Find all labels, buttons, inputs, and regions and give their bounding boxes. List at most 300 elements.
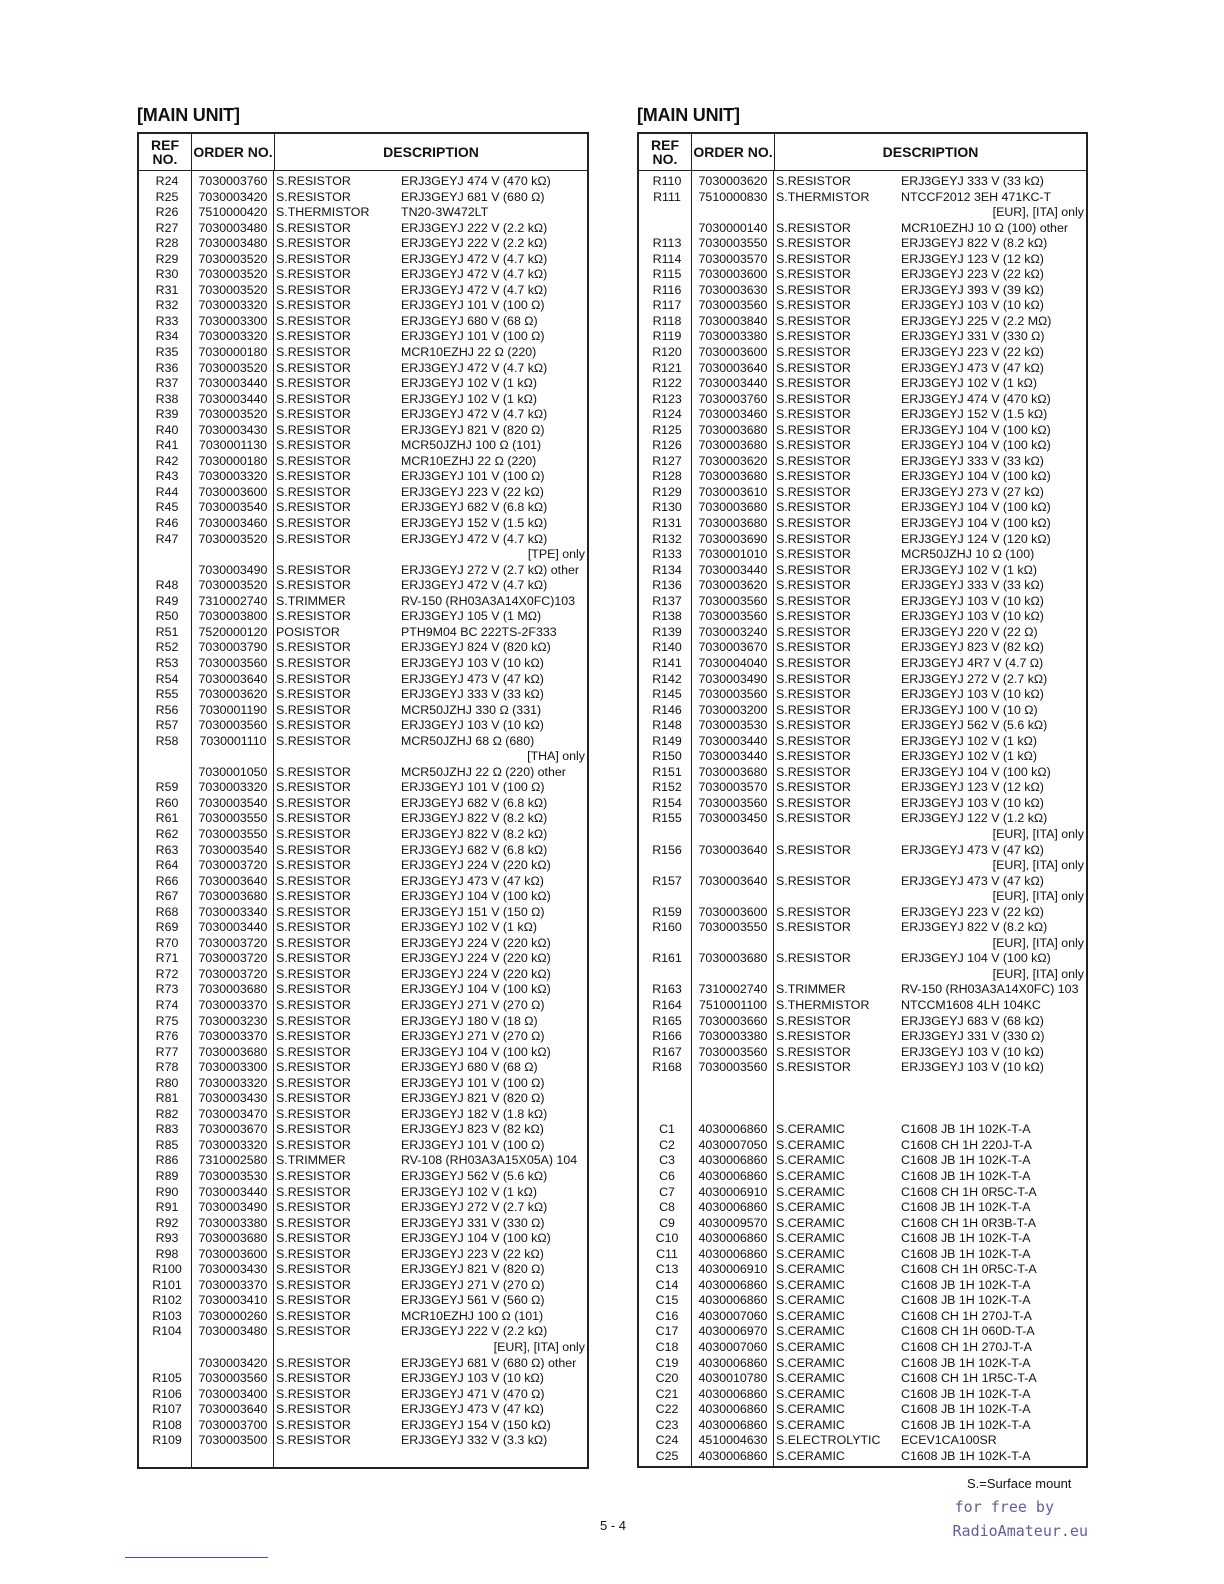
type-cell: S.RESISTOR [276, 982, 351, 997]
part-cell: ERJ3GEYJ 823 V (82 kΩ) [401, 1122, 544, 1137]
order-cell: 7030003520 [198, 531, 268, 546]
part-cell: ERJ3GEYJ 822 V (8.2 kΩ) [901, 920, 1048, 935]
type-cell: S.CERAMIC [776, 1371, 845, 1386]
note-cell: [THA] only [527, 749, 585, 764]
order-cell: 4030006860 [698, 1122, 768, 1137]
part-cell: ERJ3GEYJ 222 V (2.2 kΩ) [401, 236, 548, 251]
part-cell: ERJ3GEYJ 104 V (100 kΩ) [901, 516, 1051, 531]
table-row [139, 283, 587, 299]
ref-cell: R125 [652, 422, 682, 437]
part-cell: ERJ3GEYJ 101 V (100 Ω) [401, 298, 545, 313]
part-cell: ERJ3GEYJ 102 V (1 kΩ) [901, 376, 1037, 391]
ref-cell: R47 [155, 531, 179, 546]
table-row [139, 811, 587, 827]
part-cell [901, 1091, 1086, 1107]
part-cell: MCR50JZHJ 10 Ω (100) [901, 547, 1035, 562]
order-cell: 7030003720 [198, 966, 268, 981]
type-cell: S.RESISTOR [276, 640, 351, 655]
type-cell: S.THERMISTOR [776, 997, 870, 1012]
order-cell: 7030003620 [698, 453, 768, 468]
order-cell [691, 858, 773, 874]
table-row [639, 811, 1086, 827]
type-cell: S.RESISTOR [776, 718, 851, 733]
table-row [139, 1418, 587, 1434]
type-cell: S.RESISTOR [276, 873, 351, 888]
type-cell: S.RESISTOR [776, 702, 851, 717]
part-cell: ERJ3GEYJ 152 V (1.5 kΩ) [901, 407, 1048, 422]
type-cell: S.RESISTOR [276, 951, 351, 966]
table-row [139, 392, 587, 408]
type-cell: S.RESISTOR [276, 1044, 351, 1059]
table-row [639, 843, 1086, 859]
type-cell: S.RESISTOR [276, 1075, 351, 1090]
order-cell [691, 205, 773, 221]
type-cell: S.RESISTOR [776, 687, 851, 702]
ref-cell: R37 [155, 376, 179, 391]
table-row [139, 407, 587, 423]
order-cell: 7030003670 [198, 1122, 268, 1137]
order-cell: 7030003600 [698, 904, 768, 919]
table-row [139, 1433, 587, 1449]
order-cell: 4030006860 [698, 1200, 768, 1215]
ref-cell: C15 [655, 1293, 679, 1308]
part-cell: ERJ3GEYJ 393 V (39 kΩ) [901, 282, 1044, 297]
table-row [139, 190, 587, 206]
type-cell: S.RESISTOR [776, 811, 851, 826]
ref-cell: R133 [652, 547, 682, 562]
table-row [639, 1185, 1086, 1201]
footer-link-rule [125, 1557, 268, 1558]
ref-cell [639, 967, 691, 983]
table-row [639, 734, 1086, 750]
part-cell: ERJ3GEYJ 222 V (2.2 kΩ) [401, 1324, 548, 1339]
part-cell: C1608 JB 1H 102K-T-A [901, 1355, 1031, 1370]
type-cell: S.RESISTOR [276, 1293, 351, 1308]
part-cell: ERJ3GEYJ 332 V (3.3 kΩ) [401, 1433, 548, 1448]
note-cell: [EUR], [ITA] only [992, 935, 1084, 950]
table-row [639, 438, 1086, 454]
surface-mount-note: S.=Surface mount [967, 1476, 1072, 1491]
table-row [139, 1153, 587, 1169]
part-cell: C1608 CH 1H 060D-T-A [901, 1324, 1035, 1339]
part-cell: ERJ3GEYJ 224 V (220 kΩ) [401, 935, 551, 950]
part-cell: TN20-3W472LT [401, 205, 489, 220]
type-cell: S.RESISTOR [276, 407, 351, 422]
part-cell: MCR10EZHJ 100 Ω (101) [401, 1308, 544, 1323]
type-cell: S.RESISTOR [776, 220, 851, 235]
ref-cell: R119 [652, 329, 682, 344]
note-cell: [TPE] only [527, 547, 585, 562]
table-row [139, 221, 587, 237]
ref-cell: C13 [655, 1262, 679, 1277]
ref-cell: R69 [155, 920, 179, 935]
order-cell: 7030001010 [698, 547, 768, 562]
ref-cell: R116 [652, 282, 682, 297]
table-row [639, 874, 1086, 890]
part-cell: C1608 JB 1H 102K-T-A [901, 1122, 1031, 1137]
type-cell: S.RESISTOR [276, 422, 351, 437]
ref-cell [639, 205, 691, 221]
ref-cell: R41 [155, 438, 179, 453]
type-cell: S.RESISTOR [276, 904, 351, 919]
part-cell: ERJ3GEYJ 331 V (330 Ω) [901, 1029, 1045, 1044]
table-row [639, 1091, 1086, 1107]
ref-cell: R136 [652, 578, 682, 593]
part-cell: C1608 JB 1H 102K-T-A [901, 1386, 1031, 1401]
type-cell: S.RESISTOR [276, 687, 351, 702]
order-cell: 7030003340 [198, 904, 268, 919]
ref-cell: R43 [155, 469, 179, 484]
ref-cell: R29 [155, 251, 179, 266]
table-row [639, 1153, 1086, 1169]
type-cell: S.RESISTOR [276, 1308, 351, 1323]
order-cell: 7030003370 [198, 1277, 268, 1292]
type-cell: S.RESISTOR [276, 236, 351, 251]
part-cell: ERJ3GEYJ 223 V (22 kΩ) [901, 267, 1044, 282]
order-cell: 7030003620 [698, 174, 768, 188]
table-row [639, 392, 1086, 408]
type-cell: S.CERAMIC [776, 1184, 845, 1199]
order-cell: 7030003610 [698, 484, 768, 499]
part-cell: ERJ3GEYJ 104 V (100 kΩ) [401, 1231, 551, 1246]
part-cell: ERJ3GEYJ 472 V (4.7 kΩ) [401, 531, 548, 546]
type-cell: S.RESISTOR [276, 1200, 351, 1215]
part-cell: ERJ3GEYJ 472 V (4.7 kΩ) [401, 578, 548, 593]
part-cell: ERJ3GEYJ 680 V (68 Ω) [401, 1060, 538, 1075]
note-cell: [EUR], [ITA] only [992, 826, 1084, 841]
column-divider [691, 170, 692, 1466]
type-cell: S.RESISTOR [276, 376, 351, 391]
order-cell: 4030006860 [698, 1402, 768, 1417]
table-row [639, 905, 1086, 921]
part-cell: ERJ3GEYJ 103 V (10 kΩ) [901, 795, 1044, 810]
type-cell: S.RESISTOR [276, 298, 351, 313]
type-cell: S.RESISTOR [776, 1060, 851, 1075]
order-cell: 7030003520 [198, 578, 268, 593]
ref-cell: R163 [652, 982, 682, 997]
table-row [139, 780, 587, 796]
part-cell: ERJ3GEYJ 333 V (33 kΩ) [901, 578, 1044, 593]
part-cell: C1608 CH 1H 220J-T-A [901, 1137, 1032, 1152]
order-cell: 7030003420 [198, 1355, 268, 1370]
table-row [139, 749, 587, 765]
part-cell: ERJ3GEYJ 101 V (100 Ω) [401, 780, 545, 795]
table-row [139, 1200, 587, 1216]
type-cell: S.RESISTOR [276, 966, 351, 981]
type-cell: S.RESISTOR [276, 251, 351, 266]
ref-cell: C6 [659, 1169, 675, 1183]
part-cell: ERJ3GEYJ 472 V (4.7 kΩ) [401, 267, 548, 282]
ref-cell [639, 827, 691, 843]
ref-cell: R70 [155, 935, 179, 950]
ref-cell: R40 [155, 422, 179, 437]
part-cell: ERJ3GEYJ 683 V (68 kΩ) [901, 1013, 1044, 1028]
ref-cell: R31 [155, 282, 179, 297]
order-cell: 7030003550 [698, 236, 768, 251]
part-cell: MCR50JZHJ 22 Ω (220) other [401, 764, 566, 779]
table-row [639, 1449, 1086, 1465]
part-cell: RV-150 (RH03A3A14X0FC)103 [401, 593, 576, 608]
order-cell: 7030003490 [198, 562, 268, 577]
type-cell: S.RESISTOR [276, 189, 351, 204]
table-row [139, 687, 587, 703]
order-cell: 7310002740 [198, 593, 268, 608]
order-cell: 7030003840 [698, 313, 768, 328]
ref-cell: R46 [155, 516, 179, 531]
ref-cell: R39 [155, 407, 179, 422]
type-cell: S.CERAMIC [776, 1277, 845, 1292]
part-cell: ERJ3GEYJ 222 V (2.2 kΩ) [401, 220, 548, 235]
table-row [139, 609, 587, 625]
ref-cell [139, 563, 191, 579]
order-cell: 7030003300 [198, 1060, 268, 1075]
order-cell: 7310002580 [198, 1153, 268, 1168]
order-cell: 7030003470 [198, 1106, 268, 1121]
table-row [639, 454, 1086, 470]
table-row [639, 1076, 1086, 1092]
note-cell: [EUR], [ITA] only [992, 889, 1084, 904]
type-cell: S.RESISTOR [776, 562, 851, 577]
part-cell: ERJ3GEYJ 103 V (10 kΩ) [401, 1371, 544, 1386]
right-section-title: [MAIN UNIT] [637, 105, 740, 125]
table-row [139, 640, 587, 656]
ref-cell: R139 [652, 624, 682, 639]
part-cell: ERJ3GEYJ 471 V (470 Ω) [401, 1386, 545, 1401]
ref-cell: R90 [155, 1184, 179, 1199]
ref-cell: C20 [655, 1371, 679, 1386]
type-cell: S.RESISTOR [276, 391, 351, 406]
table-row [639, 765, 1086, 781]
table-row [639, 1293, 1086, 1309]
type-cell: S.RESISTOR [776, 593, 851, 608]
ref-cell: R51 [155, 624, 179, 639]
part-cell: ERJ3GEYJ 821 V (820 Ω) [401, 422, 545, 437]
ref-cell: R111 [653, 189, 681, 204]
type-cell: S.RESISTOR [276, 1184, 351, 1199]
order-cell: 7030003640 [198, 671, 268, 686]
table-row [639, 827, 1086, 843]
part-cell: ERJ3GEYJ 154 V (150 kΩ) [401, 1417, 551, 1432]
ref-cell: R42 [155, 453, 179, 468]
order-cell: 7030003620 [198, 687, 268, 702]
order-cell: 7030003560 [198, 718, 268, 733]
order-cell [691, 889, 773, 905]
note-cell: [EUR], [ITA] only [992, 205, 1084, 220]
order-cell: 7030003520 [198, 251, 268, 266]
order-cell: 7030003640 [698, 873, 768, 888]
ref-cell: R60 [155, 795, 179, 810]
table-row [139, 423, 587, 439]
type-cell: S.RESISTOR [776, 453, 851, 468]
type-cell: S.RESISTOR [776, 904, 851, 919]
ref-cell: R38 [155, 391, 179, 406]
table-row [139, 298, 587, 314]
ref-cell: R56 [155, 702, 179, 717]
order-cell: 7030003560 [698, 795, 768, 810]
note-cell: [EUR], [ITA] only [992, 966, 1084, 981]
order-cell: 4030006860 [698, 1246, 768, 1261]
order-cell: 7030003680 [698, 469, 768, 484]
order-cell: 7030003380 [198, 1215, 268, 1230]
header-description: DESCRIPTION [274, 134, 587, 170]
table-row [139, 765, 587, 781]
order-cell: 7030003500 [198, 1433, 268, 1448]
type-cell: S.RESISTOR [276, 1215, 351, 1230]
order-cell: 7030003460 [698, 407, 768, 422]
order-cell: 7030003520 [198, 282, 268, 297]
part-cell: ERJ3GEYJ 182 V (1.8 kΩ) [401, 1106, 548, 1121]
order-cell: 7030003560 [698, 609, 768, 624]
type-cell: S.RESISTOR [776, 267, 851, 282]
ref-cell: R80 [155, 1075, 179, 1090]
type-cell: S.RESISTOR [276, 702, 351, 717]
right-table-header [639, 134, 1086, 171]
ref-cell: R91 [155, 1200, 179, 1215]
type-cell [773, 1107, 901, 1123]
ref-cell: R113 [652, 236, 682, 251]
order-cell: 7030003570 [698, 251, 768, 266]
ref-cell [639, 221, 691, 237]
part-cell: ERJ3GEYJ 123 V (12 kΩ) [901, 251, 1044, 266]
ref-cell [139, 765, 191, 781]
order-cell: 7030001190 [199, 702, 267, 717]
ref-cell: R49 [155, 593, 179, 608]
type-cell: S.CERAMIC [776, 1169, 845, 1183]
type-cell: S.CERAMIC [776, 1231, 845, 1246]
order-cell: 4030006910 [698, 1262, 768, 1277]
order-cell: 7030003600 [698, 267, 768, 282]
left-table-body [139, 171, 587, 1449]
type-cell: S.RESISTOR [776, 500, 851, 515]
ref-cell: C2 [659, 1137, 675, 1152]
part-cell: ERJ3GEYJ 223 V (22 kΩ) [401, 484, 544, 499]
ref-cell: R34 [155, 329, 179, 344]
ref-cell: R50 [155, 609, 179, 624]
table-row [639, 1433, 1086, 1449]
right-parts-table [637, 132, 1088, 1468]
table-row [139, 656, 587, 672]
type-cell: S.RESISTOR [276, 1262, 351, 1277]
order-cell: 7030003540 [198, 842, 268, 857]
type-cell: S.RESISTOR [276, 889, 351, 904]
ref-cell: R121 [652, 360, 682, 375]
header-ref-no: REF NO. [651, 137, 679, 167]
order-cell: 7030003240 [698, 624, 768, 639]
ref-cell: R32 [155, 298, 179, 313]
part-cell: ERJ3GEYJ 681 V (680 Ω) other [401, 1355, 577, 1370]
type-cell: S.RESISTOR [276, 360, 351, 375]
part-cell: ERJ3GEYJ 271 V (270 Ω) [401, 1277, 545, 1292]
table-row [139, 174, 587, 190]
order-cell: 7030003440 [698, 562, 768, 577]
order-cell: 7030003440 [698, 376, 768, 391]
ref-cell: R25 [155, 189, 179, 204]
order-cell: 7030003300 [198, 313, 268, 328]
part-cell: MCR50JZHJ 68 Ω (680) [401, 733, 535, 748]
table-row [639, 329, 1086, 345]
type-cell: S.RESISTOR [776, 951, 851, 966]
table-row [139, 1060, 587, 1076]
type-cell: S.RESISTOR [276, 329, 351, 344]
order-cell [691, 936, 773, 952]
order-cell: 7030003520 [198, 407, 268, 422]
ref-cell: R160 [652, 920, 682, 935]
type-cell: S.RESISTOR [276, 1091, 351, 1106]
type-cell: S.RESISTOR [276, 1355, 351, 1370]
type-cell: S.CERAMIC [776, 1402, 845, 1417]
table-row [639, 500, 1086, 516]
part-cell: MCR50JZHJ 100 Ω (101) [401, 438, 542, 453]
type-cell: S.RESISTOR [276, 1122, 351, 1137]
type-cell: S.RESISTOR [276, 438, 351, 453]
part-cell: ERJ3GEYJ 103 V (10 kΩ) [901, 1060, 1044, 1075]
ref-cell: R155 [652, 811, 682, 826]
part-cell: ERJ3GEYJ 103 V (10 kΩ) [901, 687, 1044, 702]
ref-cell: R66 [155, 873, 179, 888]
type-cell: S.CERAMIC [776, 1153, 845, 1168]
table-row [139, 361, 587, 377]
part-cell: ERJ3GEYJ 101 V (100 Ω) [401, 329, 545, 344]
table-row [139, 578, 587, 594]
header-description: DESCRIPTION [774, 134, 1086, 170]
ref-cell: C21 [655, 1386, 679, 1401]
ref-cell: R100 [152, 1262, 182, 1277]
table-row [639, 190, 1086, 206]
order-cell: 7030003370 [198, 1029, 268, 1044]
table-row [139, 438, 587, 454]
order-cell: 7030003690 [698, 531, 768, 546]
ref-cell: R164 [652, 997, 682, 1012]
table-row [139, 469, 587, 485]
order-cell: 7030003440 [698, 749, 768, 764]
table-row [639, 314, 1086, 330]
order-cell: 7030003550 [698, 920, 768, 935]
part-cell: ERJ3GEYJ 823 V (82 kΩ) [901, 640, 1044, 655]
type-cell: S.RESISTOR [276, 1246, 351, 1261]
table-row [639, 1324, 1086, 1340]
type-cell: S.RESISTOR [276, 1386, 351, 1401]
order-cell: 7030003320 [198, 1075, 268, 1090]
type-cell: S.TRIMMER [776, 982, 846, 997]
ref-cell [639, 1076, 691, 1092]
type-cell: S.RESISTOR [276, 842, 351, 857]
order-cell: 7030003560 [698, 298, 768, 313]
type-cell: S.RESISTOR [776, 842, 851, 857]
table-row [639, 718, 1086, 734]
type-cell: S.CERAMIC [776, 1215, 845, 1230]
type-cell: S.RESISTOR [776, 920, 851, 935]
order-cell: 7030000180 [198, 345, 268, 360]
table-row [139, 500, 587, 516]
part-cell: ERJ3GEYJ 102 V (1 kΩ) [401, 391, 537, 406]
part-cell: ERJ3GEYJ 822 V (8.2 kΩ) [401, 826, 548, 841]
part-cell: C1608 JB 1H 102K-T-A [901, 1200, 1031, 1215]
order-cell: 7030003680 [698, 764, 768, 779]
type-cell: S.RESISTOR [776, 733, 851, 748]
part-cell: ERJ3GEYJ 473 V (47 kΩ) [401, 671, 544, 686]
order-cell: 7030003660 [698, 1013, 768, 1028]
order-cell: 7310002740 [698, 982, 768, 997]
order-cell: 7030003680 [698, 500, 768, 515]
type-cell: S.RESISTOR [776, 236, 851, 251]
part-cell: C1608 JB 1H 102K-T-A [901, 1402, 1031, 1417]
table-row [639, 1278, 1086, 1294]
left-column [137, 102, 589, 1469]
ref-cell: R117 [652, 298, 682, 313]
type-cell: S.RESISTOR [776, 1029, 851, 1044]
type-cell: S.RESISTOR [276, 500, 351, 515]
order-cell: 7030003370 [198, 997, 268, 1012]
